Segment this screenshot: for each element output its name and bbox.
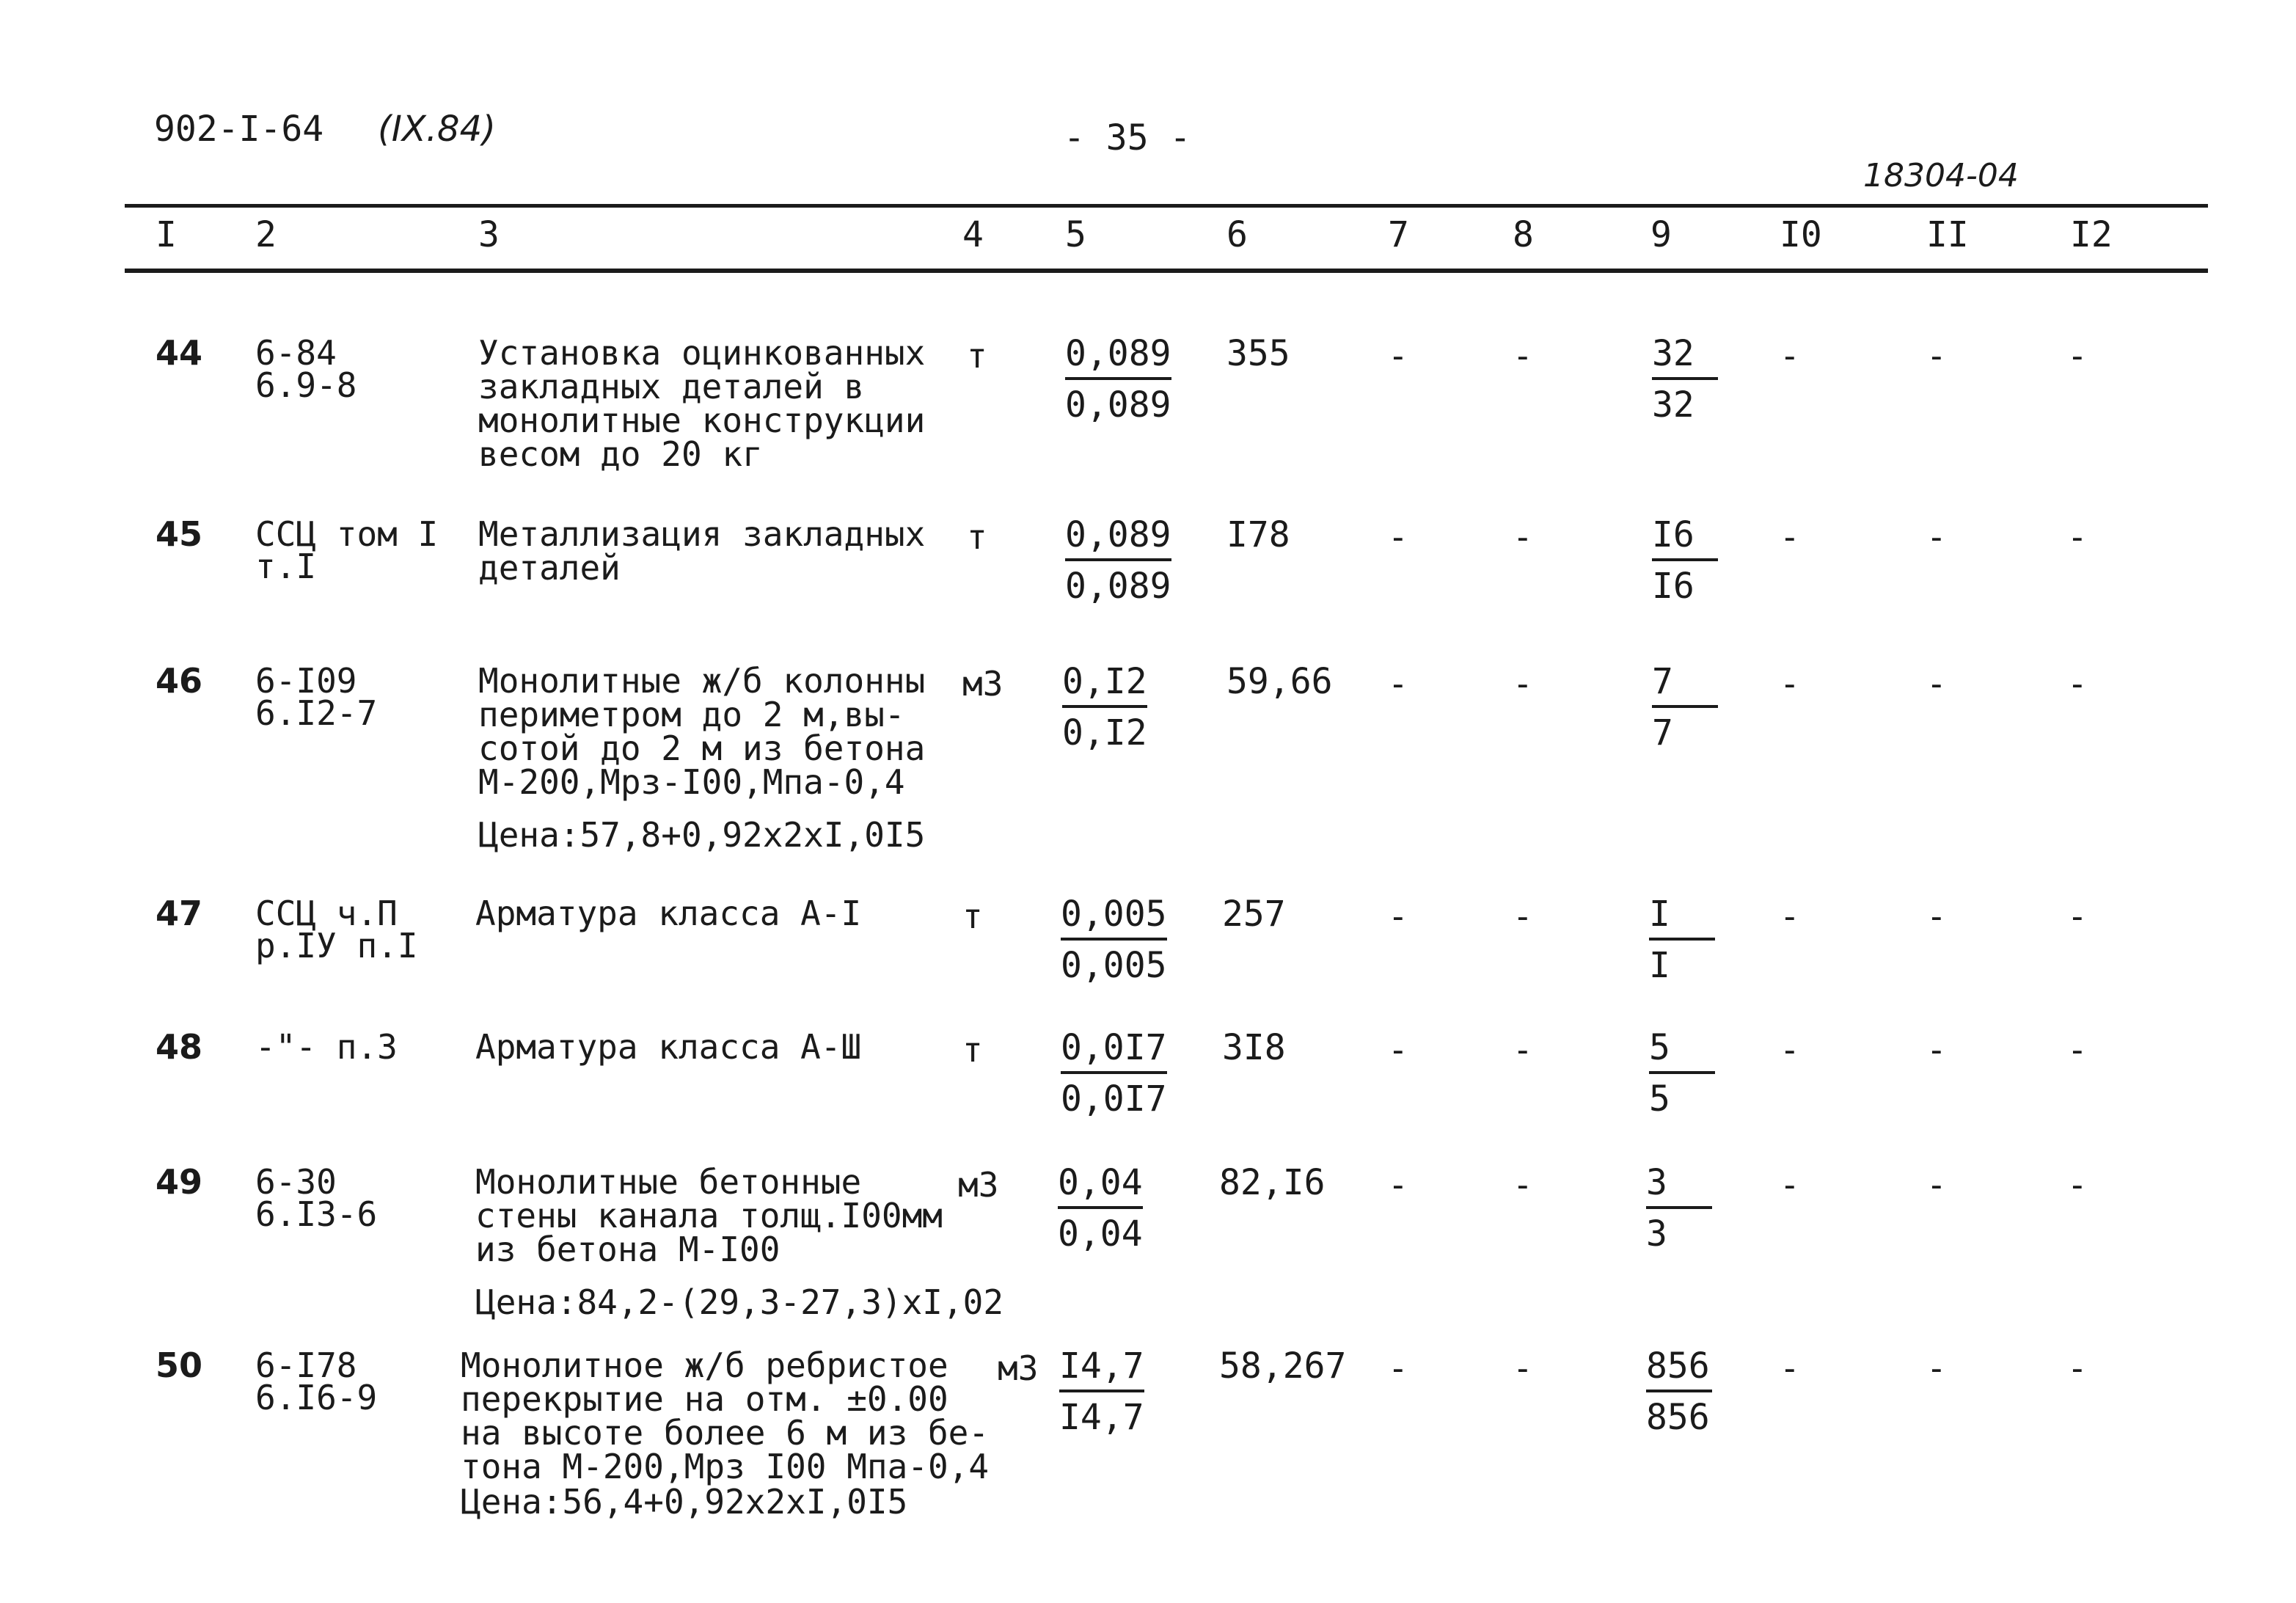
- quantity-fraction: [1062, 661, 1147, 753]
- unit-price: 355: [1226, 333, 1290, 374]
- column-12-value: -: [2067, 336, 2088, 376]
- column-11-value: -: [1926, 1030, 1947, 1070]
- header-top-rule: [125, 204, 2208, 208]
- quantity-fraction: [1061, 894, 1167, 986]
- total-cost-denominator: I: [1649, 945, 1670, 986]
- work-description-line: перекрытие на отм. ±0.00: [461, 1379, 948, 1419]
- column-header-1: I: [156, 214, 177, 255]
- column-10-value: -: [1780, 1165, 1800, 1205]
- unit-of-measure: м3: [958, 1165, 999, 1205]
- column-10-value: -: [1780, 336, 1800, 376]
- total-cost-numerator: 32: [1652, 336, 1718, 380]
- column-12-value: -: [2067, 1165, 2088, 1205]
- column-header-3: 3: [478, 214, 500, 255]
- unit-price: I78: [1226, 514, 1290, 555]
- column-10-value: -: [1780, 1348, 1800, 1388]
- work-description-line: Арматура класса А-Ш: [475, 1027, 862, 1067]
- work-description-line: деталей: [478, 548, 621, 588]
- column-10-value: -: [1780, 664, 1800, 704]
- resource-code-line: 6-I09: [255, 661, 357, 701]
- column-12-value: -: [2067, 1348, 2088, 1388]
- column-11-value: -: [1926, 897, 1947, 936]
- column-10-value: -: [1780, 897, 1800, 936]
- column-11-value: -: [1926, 1165, 1947, 1205]
- unit-price: 58,267: [1219, 1345, 1347, 1387]
- column-header-2: 2: [255, 214, 277, 255]
- quantity-numerator: 0,089: [1065, 336, 1171, 380]
- work-description-line: весом до 20 кг: [478, 434, 763, 474]
- column-header-7: 7: [1388, 214, 1409, 255]
- resource-code-line: 6-I78: [255, 1345, 357, 1385]
- page-number: - 35 -: [1064, 117, 1191, 158]
- resource-code-line: 6-30: [255, 1162, 337, 1202]
- work-description-line: сотой до 2 м из бетона: [478, 729, 926, 768]
- total-cost-numerator: I6: [1652, 517, 1718, 561]
- column-header-9: 9: [1650, 214, 1672, 255]
- unit-of-measure: т: [967, 336, 987, 376]
- quantity-fraction: [1058, 1162, 1143, 1255]
- column-12-value: -: [2067, 664, 2088, 704]
- edition-date: (IX.84): [378, 109, 496, 150]
- column-8-value: -: [1513, 1348, 1533, 1388]
- column-11-value: -: [1926, 517, 1947, 557]
- quantity-fraction: [1065, 514, 1171, 607]
- row-number: 45: [156, 514, 203, 554]
- column-8-value: -: [1513, 1165, 1533, 1205]
- unit-price: 257: [1222, 894, 1286, 935]
- column-header-11: II: [1926, 214, 1969, 255]
- total-cost-denominator: 3: [1646, 1213, 1667, 1255]
- resource-code-line: 6.I6-9: [255, 1378, 378, 1417]
- document-code: 902-I-64: [154, 109, 324, 150]
- column-12-value: -: [2067, 897, 2088, 936]
- column-header-6: 6: [1226, 214, 1248, 255]
- column-8-value: -: [1513, 664, 1533, 704]
- work-description-line: закладных деталей в: [478, 367, 865, 406]
- quantity-fraction: [1059, 1345, 1144, 1438]
- row-number: 49: [156, 1162, 203, 1202]
- unit-of-measure: м3: [998, 1348, 1039, 1388]
- quantity-denominator: 0,089: [1065, 384, 1171, 426]
- unit-price: 82,I6: [1219, 1162, 1326, 1203]
- column-12-value: -: [2067, 1030, 2088, 1070]
- unit-of-measure: т: [962, 1030, 983, 1070]
- column-11-value: -: [1926, 664, 1947, 704]
- quantity-numerator: 0,089: [1065, 517, 1171, 561]
- column-header-12: I2: [2070, 214, 2113, 255]
- resource-code-line: 6-84: [255, 333, 337, 373]
- column-8-value: -: [1513, 336, 1533, 376]
- column-7-value: -: [1388, 1348, 1408, 1388]
- total-cost-denominator: 856: [1646, 1397, 1710, 1438]
- column-11-value: -: [1926, 336, 1947, 376]
- header-bottom-rule: [125, 269, 2208, 273]
- price-formula: Цена:84,2-(29,3-27,3)хI,02: [475, 1282, 1004, 1322]
- resource-code-line: т.I: [255, 547, 317, 586]
- resource-code-line: 6.I3-6: [255, 1194, 378, 1234]
- resource-code-line: -"- п.3: [255, 1027, 398, 1067]
- resource-code-line: 6.I2-7: [255, 693, 378, 733]
- quantity-numerator: I4,7: [1059, 1348, 1144, 1392]
- total-cost-numerator: I: [1649, 897, 1715, 941]
- column-header-8: 8: [1513, 214, 1534, 255]
- total-cost-fraction: [1652, 333, 1718, 426]
- quantity-denominator: 0,04: [1058, 1213, 1143, 1255]
- unit-of-measure: т: [962, 897, 983, 936]
- work-description-line: Монолитное ж/б ребристое: [461, 1345, 948, 1385]
- work-description-line: М-200,Мрз-I00,Мпа-0,4: [478, 762, 905, 802]
- resource-code-line: ССЦ ч.П: [255, 894, 398, 933]
- quantity-denominator: 0,I2: [1062, 712, 1147, 753]
- work-description-line: Установка оцинкованных: [478, 333, 926, 373]
- total-cost-numerator: 856: [1646, 1348, 1712, 1392]
- column-header-10: I0: [1780, 214, 1822, 255]
- total-cost-fraction: [1652, 514, 1718, 607]
- total-cost-numerator: 7: [1652, 664, 1718, 708]
- column-7-value: -: [1388, 897, 1408, 936]
- column-7-value: -: [1388, 1030, 1408, 1070]
- total-cost-denominator: I6: [1652, 566, 1694, 607]
- row-number: 50: [156, 1345, 203, 1385]
- unit-of-measure: т: [967, 517, 987, 557]
- unit-price: 3I8: [1222, 1027, 1286, 1068]
- total-cost-fraction: [1646, 1345, 1712, 1438]
- quantity-numerator: 0,04: [1058, 1165, 1143, 1209]
- quantity-denominator: I4,7: [1059, 1397, 1144, 1438]
- column-8-value: -: [1513, 517, 1533, 557]
- column-8-value: -: [1513, 897, 1533, 936]
- unit-price: 59,66: [1226, 661, 1333, 702]
- column-8-value: -: [1513, 1030, 1533, 1070]
- quantity-numerator: 0,0I7: [1061, 1030, 1167, 1074]
- column-10-value: -: [1780, 517, 1800, 557]
- total-cost-numerator: 5: [1649, 1030, 1715, 1074]
- work-description-line: монолитные конструкции: [478, 401, 926, 440]
- total-cost-fraction: [1649, 894, 1715, 986]
- work-description-line: тона М-200,Мрз I00 Мпа-0,4: [461, 1447, 990, 1486]
- total-cost-denominator: 32: [1652, 384, 1694, 426]
- total-cost-numerator: 3: [1646, 1165, 1712, 1209]
- row-number: 48: [156, 1027, 203, 1067]
- column-7-value: -: [1388, 664, 1408, 704]
- resource-code-line: р.IУ п.I: [255, 926, 418, 965]
- work-description-line: Металлизация закладных: [478, 514, 926, 554]
- quantity-denominator: 0,0I7: [1061, 1078, 1167, 1120]
- price-formula: Цена:56,4+0,92х2хI,0I5: [461, 1482, 908, 1522]
- quantity-numerator: 0,I2: [1062, 664, 1147, 708]
- work-description-line: из бетона М-I00: [475, 1230, 780, 1269]
- work-description-line: периметром до 2 м,вы-: [478, 695, 905, 734]
- total-cost-denominator: 5: [1649, 1078, 1670, 1120]
- work-description-line: Монолитные бетонные: [475, 1162, 862, 1202]
- column-header-5: 5: [1065, 214, 1086, 255]
- total-cost-fraction: [1652, 661, 1718, 753]
- row-number: 47: [156, 894, 203, 933]
- sheet-code: 18304-04: [1863, 157, 2019, 194]
- work-description-line: Арматура класса А-I: [475, 894, 862, 933]
- resource-code-line: ССЦ том I: [255, 514, 439, 554]
- total-cost-fraction: [1646, 1162, 1712, 1255]
- row-number: 46: [156, 661, 203, 701]
- column-7-value: -: [1388, 336, 1408, 376]
- total-cost-denominator: 7: [1652, 712, 1673, 753]
- row-number: 44: [156, 333, 203, 373]
- price-formula: Цена:57,8+0,92х2хI,0I5: [478, 815, 926, 855]
- work-description-line: стены канала толщ.I00мм: [475, 1196, 943, 1235]
- work-description-line: Монолитные ж/б колонны: [478, 661, 926, 701]
- quantity-fraction: [1061, 1027, 1167, 1120]
- column-7-value: -: [1388, 517, 1408, 557]
- column-12-value: -: [2067, 517, 2088, 557]
- column-header-4: 4: [962, 214, 984, 255]
- column-10-value: -: [1780, 1030, 1800, 1070]
- column-11-value: -: [1926, 1348, 1947, 1388]
- quantity-denominator: 0,005: [1061, 945, 1167, 986]
- unit-of-measure: м3: [962, 664, 1003, 704]
- quantity-numerator: 0,005: [1061, 897, 1167, 941]
- total-cost-fraction: [1649, 1027, 1715, 1120]
- quantity-fraction: [1065, 333, 1171, 426]
- column-7-value: -: [1388, 1165, 1408, 1205]
- work-description-line: на высоте более 6 м из бе-: [461, 1413, 990, 1453]
- resource-code-line: 6.9-8: [255, 365, 357, 405]
- quantity-denominator: 0,089: [1065, 566, 1171, 607]
